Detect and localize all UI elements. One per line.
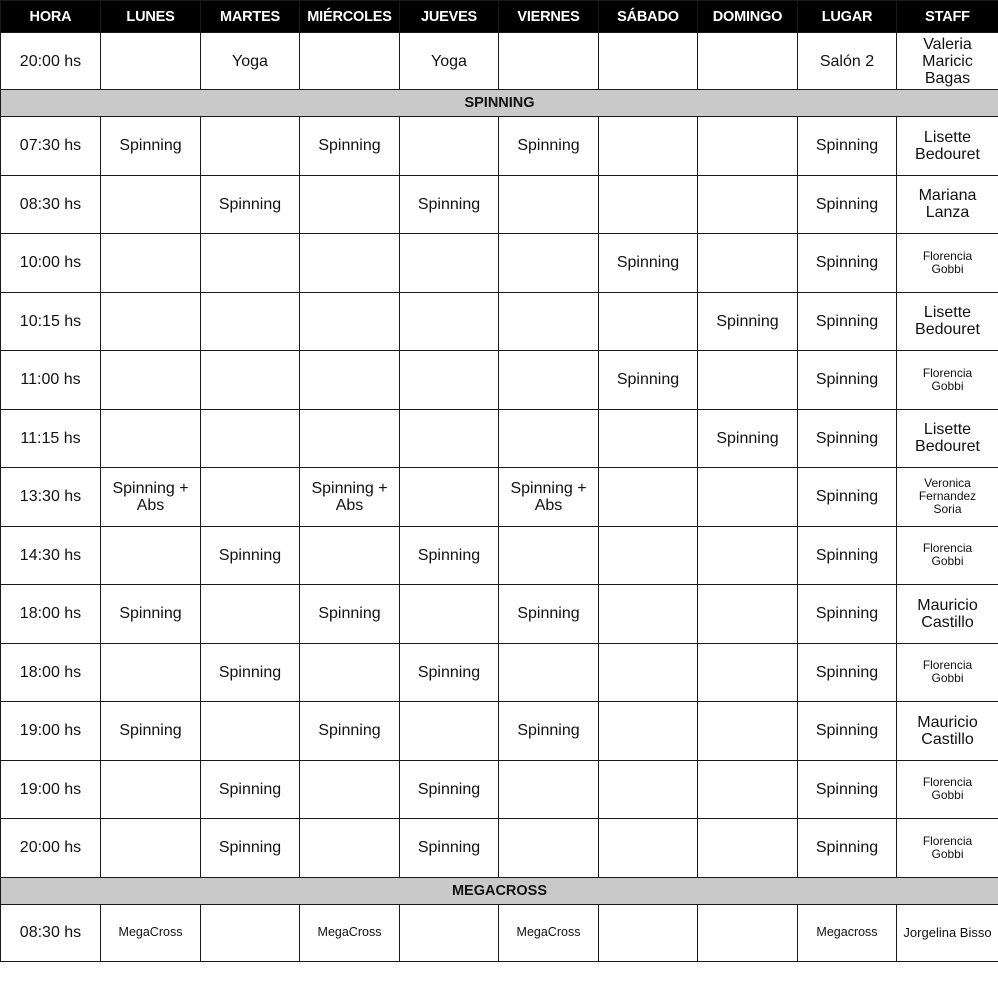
class-cell (499, 117, 599, 176)
class-cell (300, 409, 400, 468)
class-cell (101, 351, 201, 410)
time-cell: 20:00 hs (1, 33, 101, 90)
class-cell (400, 904, 499, 961)
staff-cell (897, 409, 998, 468)
class-name: Spinning (119, 722, 182, 740)
class-cell (499, 234, 599, 293)
class-name: MegaCross (516, 925, 581, 939)
section-title: MEGACROSS (1, 877, 998, 904)
class-cell (201, 819, 300, 878)
class-cell (101, 33, 201, 90)
class-name: Spinning (517, 722, 580, 740)
class-cell (400, 643, 499, 702)
location-name: Spinning (815, 137, 879, 155)
table-row (1, 175, 998, 234)
class-cell (599, 904, 698, 961)
class-cell (400, 351, 499, 410)
time-cell: 14:30 hs (1, 526, 101, 585)
table-row (1, 468, 998, 527)
location-cell (798, 351, 897, 410)
section-row (1, 90, 998, 117)
time-cell: 11:00 hs (1, 351, 101, 410)
class-name: Spinning (318, 137, 381, 155)
class-cell (698, 585, 798, 644)
location-name: Spinning (815, 429, 879, 447)
class-cell (201, 234, 300, 293)
table-row (1, 234, 998, 293)
class-cell (698, 351, 798, 410)
table-row (1, 526, 998, 585)
class-name: Spinning (417, 546, 481, 564)
time-cell: 07:30 hs (1, 117, 101, 176)
class-name: Spinning (417, 663, 481, 681)
class-name: Yoga (431, 52, 467, 70)
class-name: MegaCross (317, 925, 382, 939)
staff-name: Florencia Gobbi (922, 365, 973, 393)
location-cell (798, 468, 897, 527)
location-cell (798, 760, 897, 819)
table-row (1, 819, 998, 878)
class-cell (101, 292, 201, 351)
location-name: Spinning (815, 722, 879, 740)
class-cell (698, 643, 798, 702)
class-cell (201, 292, 300, 351)
class-cell (499, 409, 599, 468)
class-cell (698, 117, 798, 176)
class-cell (101, 468, 201, 527)
table-row (1, 702, 998, 761)
location-name: Spinning (815, 254, 879, 272)
table-row (1, 33, 998, 90)
time-cell: 10:00 hs (1, 234, 101, 293)
staff-name: Florencia Gobbi (922, 658, 973, 686)
location-name: Spinning (815, 663, 879, 681)
class-cell (201, 526, 300, 585)
class-cell (599, 351, 698, 410)
column-header-8: LUGAR (798, 1, 897, 33)
staff-name: Valeria Maricic Bagas (922, 35, 973, 87)
class-cell (499, 643, 599, 702)
class-cell (499, 904, 599, 961)
location-cell (798, 175, 897, 234)
class-cell (400, 585, 499, 644)
staff-cell (897, 234, 998, 293)
class-cell (400, 468, 499, 527)
class-name: MegaCross (118, 925, 183, 939)
class-cell (599, 292, 698, 351)
class-cell (599, 702, 698, 761)
class-cell (499, 819, 599, 878)
class-cell (400, 409, 499, 468)
column-header-6: SÁBADO (599, 1, 698, 33)
table-row (1, 409, 998, 468)
class-cell (400, 234, 499, 293)
staff-cell (897, 33, 998, 90)
table-row (1, 760, 998, 819)
location-name: Salón 2 (819, 52, 875, 70)
class-cell (400, 526, 499, 585)
staff-name: Florencia Gobbi (922, 248, 973, 276)
location-cell (798, 33, 897, 90)
staff-name: Mariana Lanza (918, 187, 977, 222)
location-name: Spinning (815, 546, 879, 564)
location-name: Spinning (815, 605, 879, 623)
staff-name: Mauricio Castillo (917, 713, 978, 748)
column-header-5: VIERNES (499, 1, 599, 33)
class-name: Spinning (616, 371, 680, 389)
class-name: Spinning (119, 605, 182, 623)
class-name: Spinning (218, 546, 282, 564)
class-cell (698, 292, 798, 351)
staff-name: Veronica Fernandez Soria (918, 476, 977, 517)
column-header-9: STAFF (897, 1, 998, 33)
class-cell (400, 117, 499, 176)
class-cell (400, 175, 499, 234)
staff-cell (897, 351, 998, 410)
staff-cell (897, 468, 998, 527)
class-cell (499, 351, 599, 410)
class-cell (300, 234, 400, 293)
class-cell (698, 33, 798, 90)
table-row (1, 117, 998, 176)
class-cell (599, 234, 698, 293)
class-cell (101, 702, 201, 761)
class-cell (101, 760, 201, 819)
class-cell (599, 117, 698, 176)
class-cell (400, 760, 499, 819)
class-cell (599, 585, 698, 644)
header-row (1, 1, 998, 33)
staff-cell (897, 292, 998, 351)
class-name: Spinning (716, 429, 779, 447)
column-header-7: DOMINGO (698, 1, 798, 33)
location-cell (798, 643, 897, 702)
staff-name: Florencia Gobbi (922, 775, 973, 803)
class-name: Spinning (417, 780, 481, 798)
class-cell (101, 585, 201, 644)
time-cell: 19:00 hs (1, 760, 101, 819)
class-cell (300, 468, 400, 527)
class-cell (300, 351, 400, 410)
class-cell (101, 819, 201, 878)
class-cell (599, 175, 698, 234)
staff-cell (897, 904, 998, 961)
class-cell (300, 643, 400, 702)
location-cell (798, 292, 897, 351)
class-cell (400, 292, 499, 351)
class-cell (300, 175, 400, 234)
class-cell (201, 351, 300, 410)
staff-cell (897, 175, 998, 234)
class-cell (201, 409, 300, 468)
class-cell (101, 526, 201, 585)
location-cell (798, 409, 897, 468)
class-cell (599, 409, 698, 468)
time-cell: 11:15 hs (1, 409, 101, 468)
class-cell (201, 904, 300, 961)
location-cell (798, 904, 897, 961)
class-cell (698, 760, 798, 819)
class-cell (201, 117, 300, 176)
class-name: Spinning (318, 722, 381, 740)
class-cell (201, 643, 300, 702)
table-row (1, 585, 998, 644)
class-name: Spinning (716, 312, 779, 330)
staff-cell (897, 526, 998, 585)
location-cell (798, 702, 897, 761)
time-cell: 10:15 hs (1, 292, 101, 351)
class-name: Spinning (616, 254, 680, 272)
class-name: Spinning (517, 605, 580, 623)
column-header-2: MARTES (201, 1, 300, 33)
class-cell (300, 702, 400, 761)
staff-name: Florencia Gobbi (922, 833, 973, 861)
class-cell (499, 702, 599, 761)
location-name: Spinning (815, 312, 879, 330)
class-cell (201, 760, 300, 819)
class-cell (499, 760, 599, 819)
class-cell (300, 33, 400, 90)
staff-cell (897, 643, 998, 702)
staff-cell (897, 760, 998, 819)
location-name: Spinning (815, 371, 879, 389)
staff-name: Lisette Bedouret (915, 304, 980, 339)
location-cell (798, 526, 897, 585)
class-cell (400, 702, 499, 761)
location-cell (798, 585, 897, 644)
class-name: Spinning (218, 839, 282, 857)
class-cell (698, 468, 798, 527)
location-name: Spinning (815, 780, 879, 798)
staff-cell (897, 117, 998, 176)
class-cell (201, 585, 300, 644)
class-cell (300, 904, 400, 961)
class-cell (101, 175, 201, 234)
time-cell: 19:00 hs (1, 702, 101, 761)
class-cell (300, 585, 400, 644)
staff-cell (897, 819, 998, 878)
staff-cell (897, 585, 998, 644)
class-cell (201, 468, 300, 527)
time-cell: 18:00 hs (1, 585, 101, 644)
class-cell (499, 526, 599, 585)
time-cell: 18:00 hs (1, 643, 101, 702)
class-cell (499, 468, 599, 527)
location-name: Spinning (815, 839, 879, 857)
staff-name: Mauricio Castillo (917, 596, 978, 631)
class-cell (599, 819, 698, 878)
class-cell (201, 175, 300, 234)
class-name: Spinning (119, 137, 182, 155)
class-cell (300, 292, 400, 351)
class-cell (698, 175, 798, 234)
class-cell (400, 33, 499, 90)
class-cell (698, 526, 798, 585)
location-cell (798, 117, 897, 176)
class-cell (698, 819, 798, 878)
class-cell (499, 33, 599, 90)
class-cell (101, 117, 201, 176)
class-name: Yoga (232, 52, 268, 70)
class-cell (599, 643, 698, 702)
class-cell (698, 409, 798, 468)
location-name: Spinning (815, 195, 879, 213)
class-name: Spinning (517, 137, 580, 155)
table-row (1, 643, 998, 702)
class-cell (698, 702, 798, 761)
time-cell: 08:30 hs (1, 904, 101, 961)
class-cell (599, 526, 698, 585)
table-row (1, 351, 998, 410)
column-header-0: HORA (1, 1, 101, 33)
class-name: Spinning (218, 663, 282, 681)
class-name: Spinning (417, 195, 481, 213)
section-row (1, 877, 998, 904)
staff-name: Lisette Bedouret (915, 421, 980, 456)
column-header-3: MIÉRCOLES (300, 1, 400, 33)
class-cell (599, 468, 698, 527)
class-name: Spinning + Abs (112, 479, 189, 514)
column-header-1: LUNES (101, 1, 201, 33)
table-body (1, 33, 998, 962)
class-cell (499, 292, 599, 351)
class-name: Spinning (318, 605, 381, 623)
location-name: Megacross (816, 925, 878, 939)
class-name: Spinning (218, 195, 282, 213)
class-cell (599, 33, 698, 90)
time-cell: 13:30 hs (1, 468, 101, 527)
table-row (1, 904, 998, 961)
class-cell (698, 234, 798, 293)
class-cell (201, 33, 300, 90)
class-cell (300, 819, 400, 878)
class-cell (499, 585, 599, 644)
location-cell (798, 234, 897, 293)
class-cell (698, 904, 798, 961)
class-cell (300, 117, 400, 176)
class-cell (101, 409, 201, 468)
location-cell (798, 819, 897, 878)
column-header-4: JUEVES (400, 1, 499, 33)
class-cell (499, 175, 599, 234)
class-cell (101, 643, 201, 702)
table-row (1, 292, 998, 351)
class-name: Spinning + Abs (311, 479, 388, 514)
staff-cell (897, 702, 998, 761)
section-title: SPINNING (1, 90, 998, 117)
staff-name: Jorgelina Bisso (903, 925, 992, 940)
class-cell (101, 904, 201, 961)
staff-name: Florencia Gobbi (922, 541, 973, 569)
class-name: Spinning + Abs (510, 479, 587, 514)
class-name: Spinning (218, 780, 282, 798)
class-cell (101, 234, 201, 293)
class-cell (201, 702, 300, 761)
time-cell: 20:00 hs (1, 819, 101, 878)
class-cell (400, 819, 499, 878)
staff-name: Lisette Bedouret (915, 128, 980, 163)
time-cell: 08:30 hs (1, 175, 101, 234)
class-cell (599, 760, 698, 819)
class-cell (300, 526, 400, 585)
location-name: Spinning (815, 488, 879, 506)
class-name: Spinning (417, 839, 481, 857)
class-cell (300, 760, 400, 819)
